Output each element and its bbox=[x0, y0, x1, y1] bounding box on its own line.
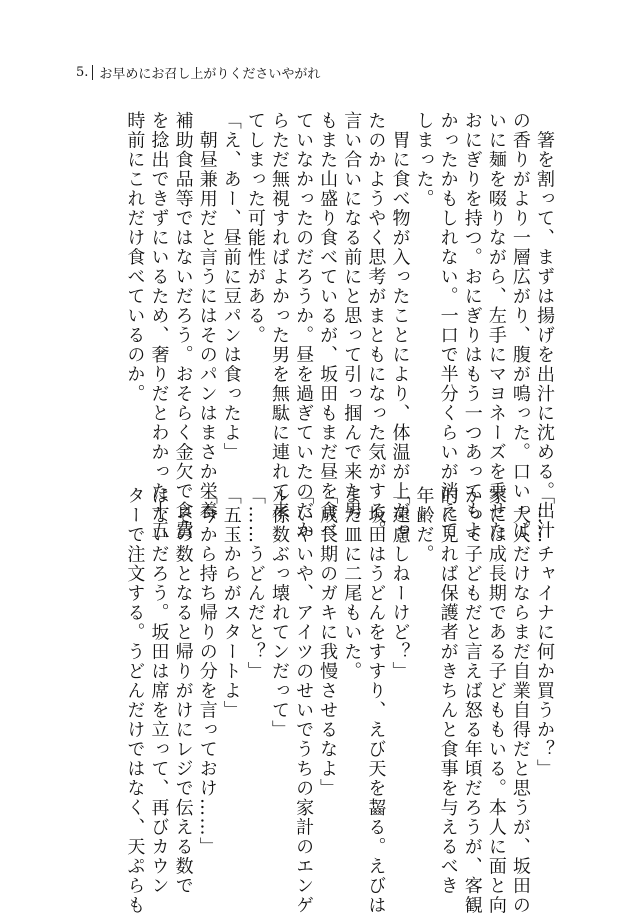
body-text-line: 「五玉からがスタートよ」 bbox=[220, 486, 242, 720]
body-text-line: 胃に食べ物が入ったことにより、体温が上がっ bbox=[389, 111, 411, 540]
text-block-lower bbox=[122, 486, 556, 915]
body-text-line: 箸を割って、まずは揚げを出汁に沈める。出汁 bbox=[534, 111, 555, 540]
body-text-line: いに麺を啜りながら、左手にマヨネーズを乗せた bbox=[485, 111, 507, 540]
body-text-line: しまった。 bbox=[413, 111, 435, 209]
body-text-line: てしまった可能性がある。 bbox=[244, 111, 266, 345]
body-text-line: 家には成長期である子どももいる。本人に面と向 bbox=[485, 486, 507, 915]
body-text-line: たのかようやく思考がまともになった気がする。 bbox=[365, 111, 387, 540]
body-text-line: 「遠慮しねーけど？」 bbox=[389, 486, 411, 681]
body-text-line: もまた山盛り食べているが、坂田もまだ昼を食べ bbox=[317, 111, 339, 540]
running-header bbox=[76, 63, 320, 82]
body-text-line: おにぎりを持つ。おにぎりはもう一つあってもよ bbox=[461, 111, 483, 540]
body-text-line: 「いやいや、アイツのせいでうちの家計のエンゲ bbox=[293, 486, 315, 915]
body-text-line: 大人だけならまだ自業自得だと思うが、坂田の bbox=[509, 486, 531, 915]
body-text-line: 「……うどんだと？」 bbox=[244, 486, 266, 681]
body-text-line: 「成長期のガキに我慢させるなよ」 bbox=[317, 486, 339, 798]
body-text-line: はないだろう。坂田は席を立って、再びカウン bbox=[148, 486, 170, 896]
body-text-line: 年齢だ。 bbox=[413, 486, 435, 564]
chapter-title: お早めにお召し上がりくださいやがれ bbox=[99, 67, 321, 82]
body-text-line: まだ皿に二尾もいた。 bbox=[341, 486, 363, 681]
body-text-line: 朝昼兼用だと言うにはそのパンはまさか栄養 bbox=[196, 111, 218, 521]
body-text-line: 的に見れば保護者がきちんと食事を与えるべき bbox=[437, 486, 459, 896]
header-divider bbox=[92, 65, 93, 80]
body-text-line: 坂田はうどんをすすり、えび天を齧る。えびは bbox=[365, 486, 387, 915]
body-text-line: 「……チャイナに何か買うか？」 bbox=[534, 486, 555, 779]
body-text-line: を捻出できずにいるため、奢りだとわかった十五 bbox=[148, 111, 170, 540]
body-text-line: かったかもしれない。一口で半分くらいが消えて bbox=[437, 111, 459, 540]
body-text-line: ル係数ぶっ壊れてンだって」 bbox=[268, 486, 290, 740]
body-text-line: の香りがより一層広がり、腹が鳴った。口いっぱ bbox=[509, 111, 531, 540]
body-text-line: 「今から持ち帰りの分を言っておけ……」 bbox=[196, 486, 218, 857]
body-text-line: ていなかったのだろうか。昼を過ぎていたのだか bbox=[293, 111, 315, 540]
body-text-line: 補助食品等ではないだろう。おそらく金欠で食費 bbox=[172, 111, 194, 540]
body-text-line: らただ無視すればよかった男を無駄に連れて来 bbox=[268, 111, 290, 521]
body-text-line: 言い合いになる前にと思って引っ掴んで来た男 bbox=[341, 111, 363, 521]
body-text-line: 時前にこれだけ食べているのか。 bbox=[124, 111, 146, 404]
body-text-line: かって子どもだと言えば怒る年頃だろうが、客観 bbox=[461, 486, 483, 915]
body-text-line: 「え、あー、昼前に豆パンは食ったよ」 bbox=[220, 111, 242, 462]
chapter-number: 5. bbox=[76, 65, 89, 80]
body-text-line: その数となると帰りがけにレジで伝える数で bbox=[172, 486, 194, 896]
body-text-line: ターで注文する。うどんだけではなく、天ぷらも bbox=[124, 486, 146, 915]
